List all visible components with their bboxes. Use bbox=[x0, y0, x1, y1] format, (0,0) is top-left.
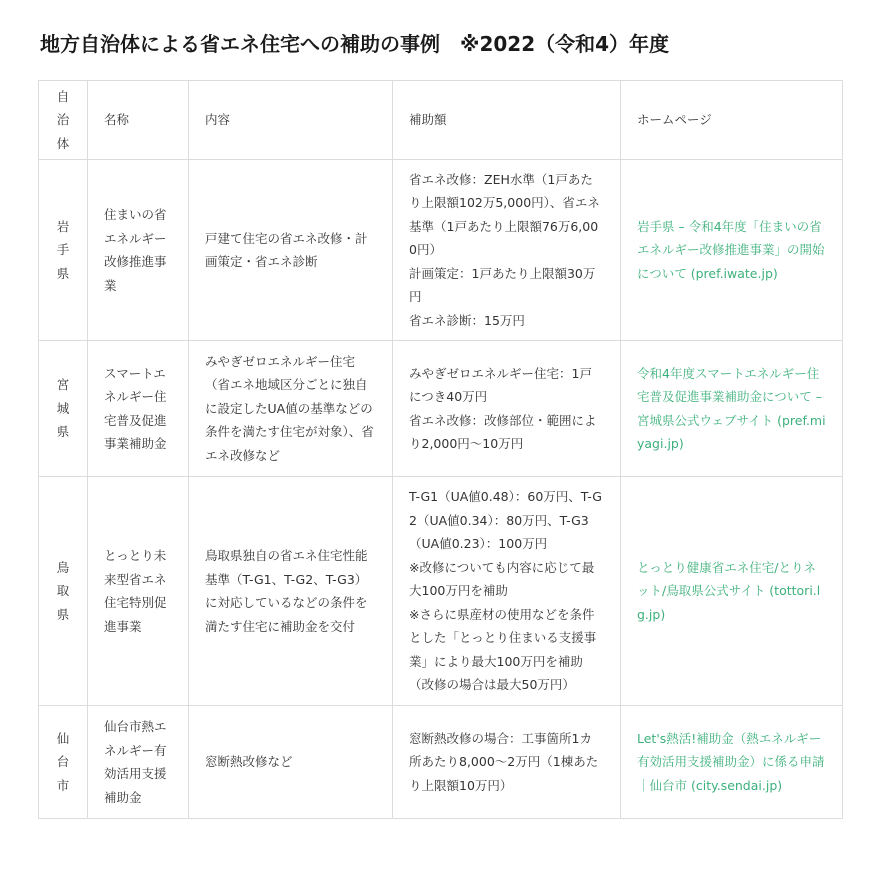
amount-cell bbox=[393, 477, 621, 706]
table-row bbox=[39, 706, 843, 819]
content-cell: 鳥取県独自の省エネ住宅性能基準（T-G1、T-G2、T-G3）に対応しているなどの条件を満たす住宅に補助金を交付 bbox=[189, 477, 393, 706]
municipality-cell: 鳥取県 bbox=[39, 477, 88, 706]
homepage-link[interactable]: 岩手県 – 令和4年度「住まいの省エネルギー改修推進事業」の開始について (pref.iwate.jp) bbox=[637, 218, 825, 281]
subsidy-table bbox=[38, 80, 843, 819]
amount-cell bbox=[393, 341, 621, 477]
content-cell: みやぎゼロエネルギー住宅（省エネ地域区分ごとに独自に設定したUA値の基準などの条件を満たす住宅が対象）、省エネ改修など bbox=[189, 341, 393, 477]
program-name-cell: とっとり未来型省エネ住宅特別促進事業 bbox=[88, 477, 189, 706]
amount-line: 省エネ改修：ZEH水準（1戸あたり上限額102万5,000円）、省エネ基準（1戸あたり上限額76万6,000円） bbox=[409, 171, 600, 258]
municipality-cell: 宮城県 bbox=[39, 341, 88, 477]
amount-cell bbox=[393, 160, 621, 341]
header-amount: 補助額 bbox=[393, 81, 621, 160]
content-cell: 窓断熱改修など bbox=[189, 706, 393, 819]
homepage-link[interactable]: 令和4年度スマートエネルギー住宅普及促進事業補助金について – 宮城県公式ウェブサイト (pref.miyagi.jp) bbox=[637, 365, 826, 451]
table-header-row bbox=[39, 81, 843, 160]
homepage-cell bbox=[621, 341, 843, 477]
program-name-cell: スマートエネルギー住宅普及促進事業補助金 bbox=[88, 341, 189, 477]
amount-cell bbox=[393, 706, 621, 819]
homepage-link[interactable]: とっとり健康省エネ住宅/とりネット/鳥取県公式サイト (tottori.lg.jp) bbox=[637, 559, 821, 622]
homepage-link[interactable]: Let's熱活!補助金（熱エネルギー有効活用支援補助金）に係る申請｜仙台市 (city.sendai.jp) bbox=[637, 730, 825, 793]
amount-line: T-G1（UA値0.48）：60万円、T-G2（UA値0.34）：80万円、T-G3（UA値0.23）：100万円 bbox=[409, 489, 602, 552]
page-title: 地方自治体による省エネ住宅への補助の事例 ※2022（令和4）年度 bbox=[40, 32, 670, 56]
amount-line: ※改修についても内容に応じて最大100万円を補助 bbox=[409, 559, 595, 599]
table-row bbox=[39, 160, 843, 341]
table-row bbox=[39, 477, 843, 706]
amount-line: みやぎゼロエネルギー住宅：1戸につき40万円 bbox=[409, 365, 592, 404]
amount-line: 省エネ診断：15万円 bbox=[409, 312, 525, 328]
program-name-cell: 住まいの省エネルギー改修推進事業 bbox=[88, 160, 189, 341]
table-row bbox=[39, 341, 843, 477]
amount-line: ※さらに県産材の使用などを条件とした「とっとり住まいる支援事業」により最大100万円を補助（改修の場合は最大50万円） bbox=[409, 606, 597, 693]
homepage-cell bbox=[621, 160, 843, 341]
program-name-cell: 仙台市熱エネルギー有効活用支援補助金 bbox=[88, 706, 189, 819]
header-homepage: ホームページ bbox=[621, 81, 843, 160]
amount-line: 窓断熱改修の場合：工事箇所1カ所あたり8,000〜2万円（1棟あたり上限額10万円） bbox=[409, 730, 599, 793]
municipality-cell: 岩手県 bbox=[39, 160, 88, 341]
homepage-cell bbox=[621, 477, 843, 706]
header-name: 名称 bbox=[88, 81, 189, 160]
amount-line: 計画策定：1戸あたり上限額30万円 bbox=[409, 265, 596, 305]
homepage-cell bbox=[621, 706, 843, 819]
header-content: 内容 bbox=[189, 81, 393, 160]
content-cell: 戸建て住宅の省エネ改修・計画策定・省エネ診断 bbox=[189, 160, 393, 341]
amount-line: 省エネ改修：改修部位・範囲により2,000円〜10万円 bbox=[409, 412, 597, 451]
header-municipality: 自治体 bbox=[39, 81, 88, 160]
municipality-cell: 仙台市 bbox=[39, 706, 88, 819]
